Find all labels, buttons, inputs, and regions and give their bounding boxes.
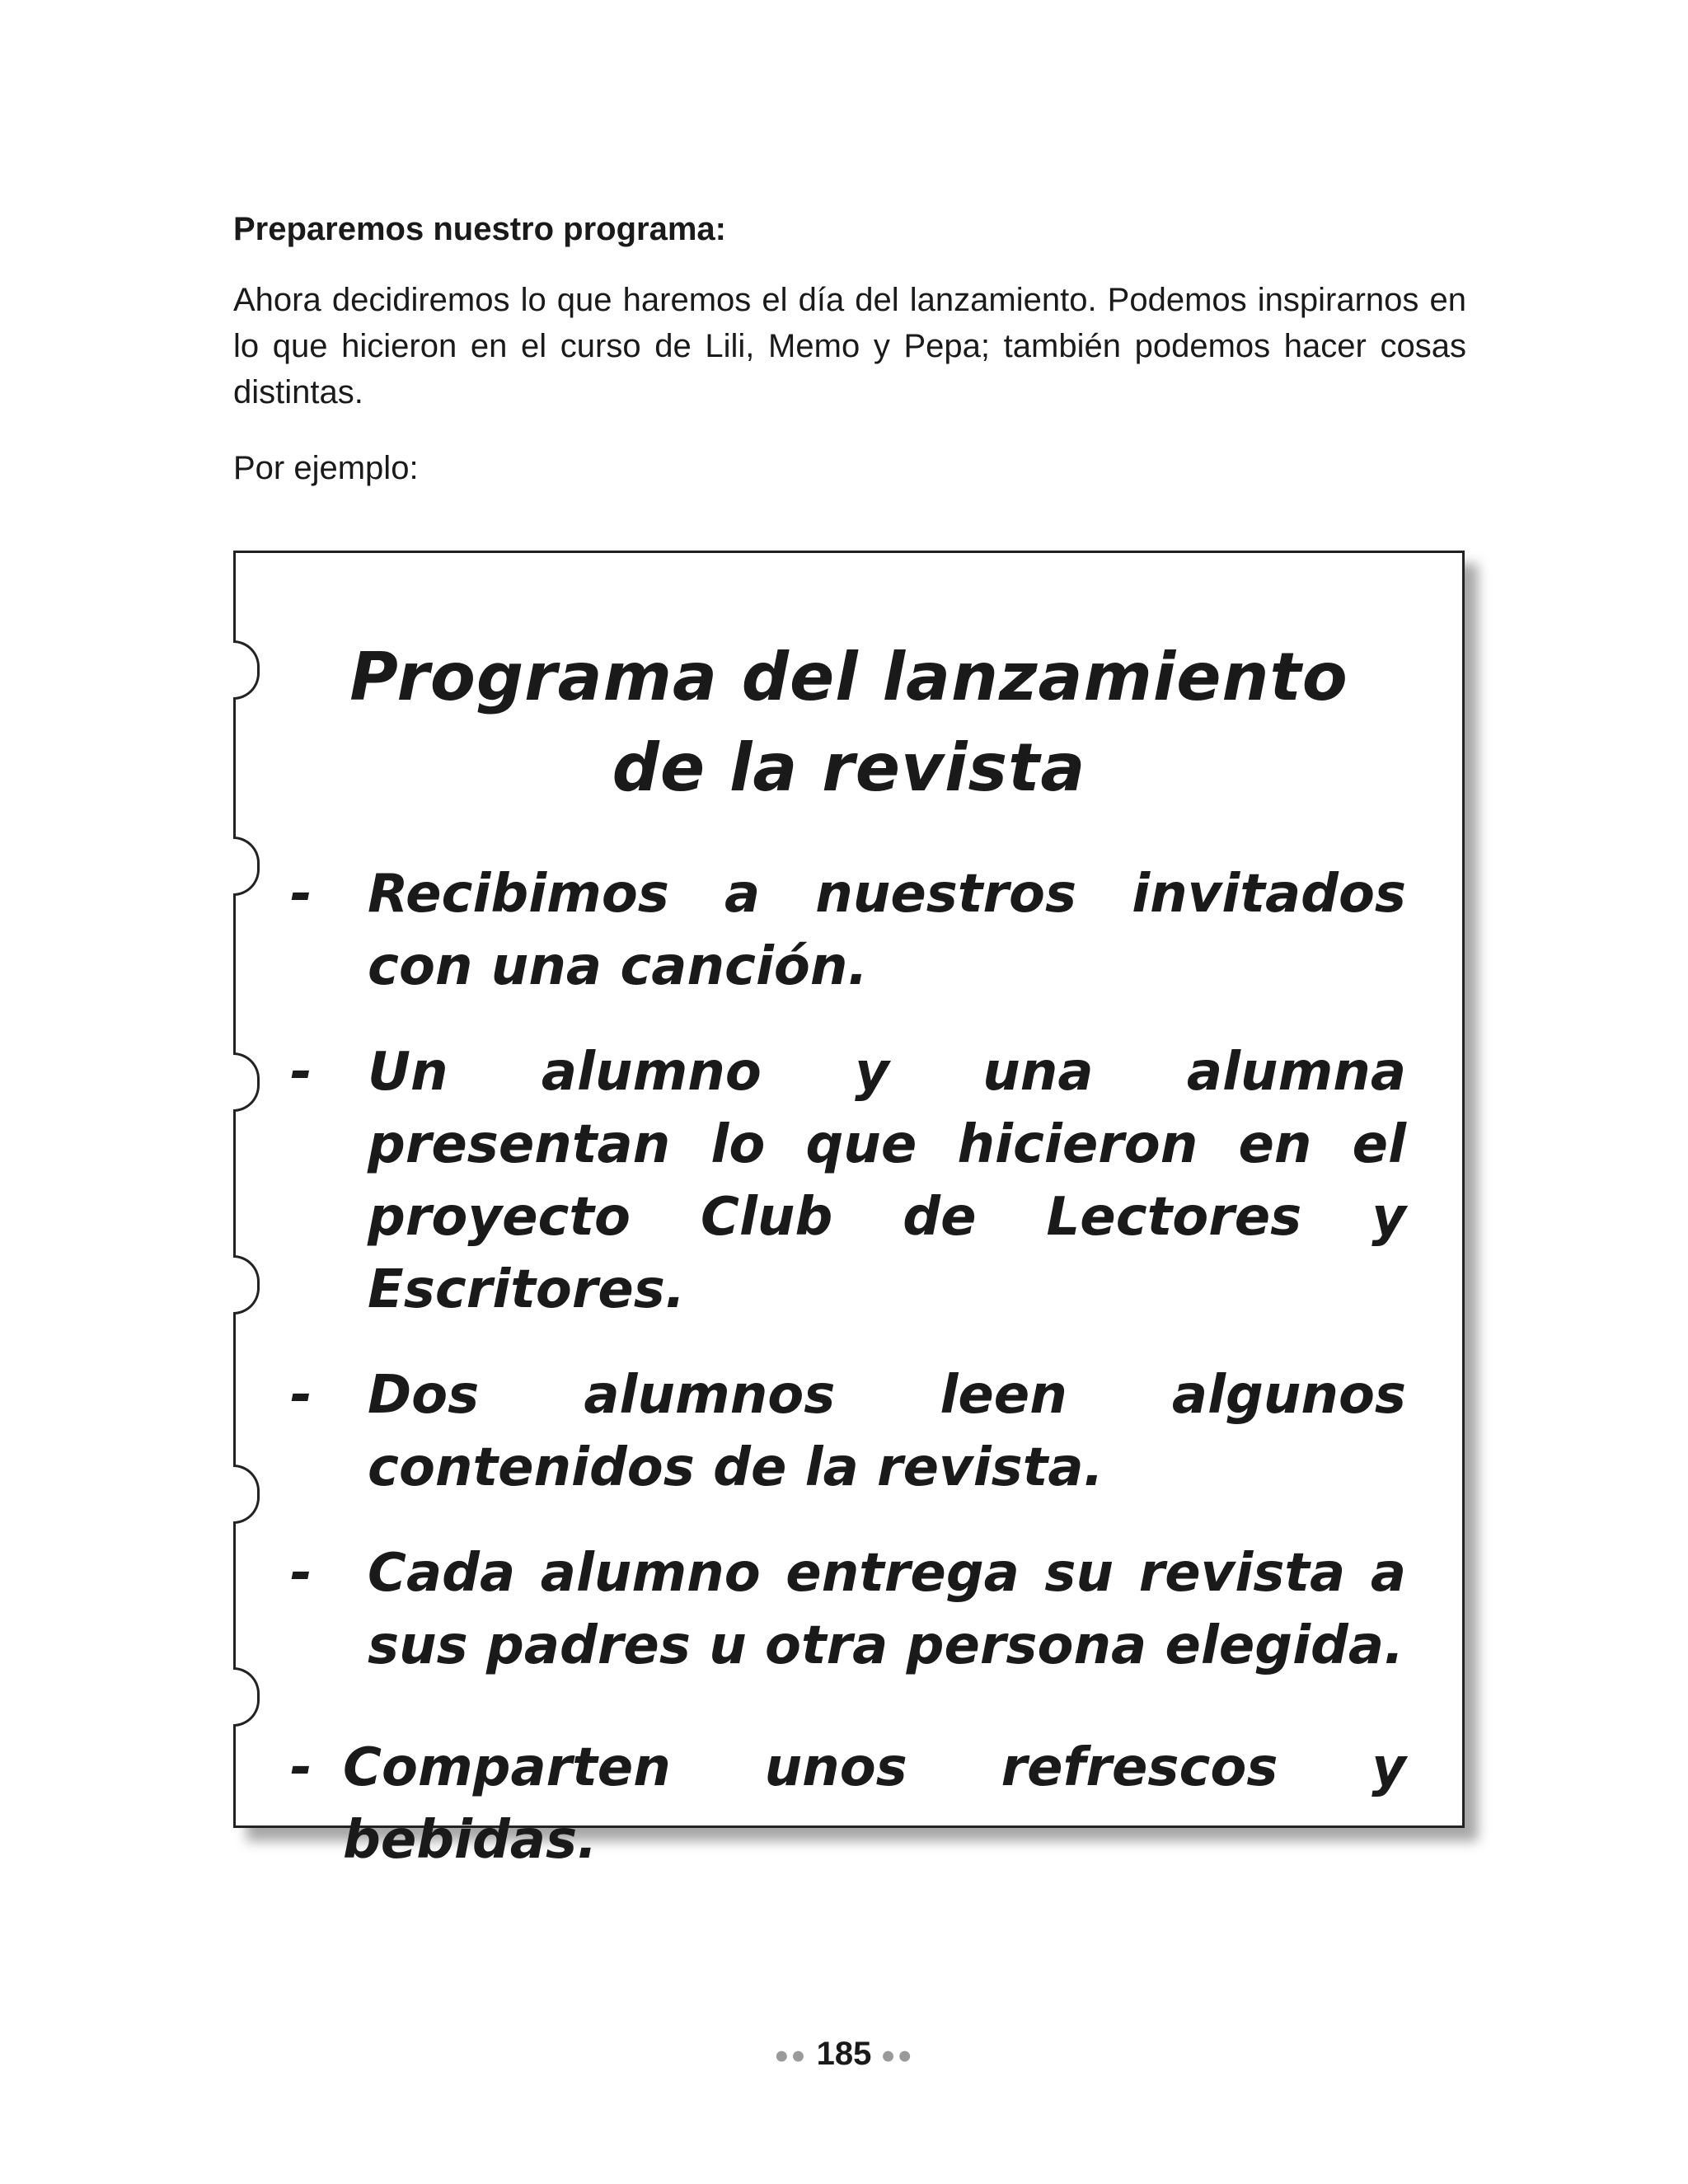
page-dots-right: ●● [880, 2041, 914, 2069]
program-item-text: Cada alumno entrega su revista a sus padres u otra persona elegida. [368, 1543, 1406, 1676]
card-title-line-2: de la revista [612, 729, 1086, 806]
page-number [0, 2029, 1688, 2080]
binder-notch [233, 837, 260, 896]
program-item [285, 1036, 1406, 1326]
binder-notch [233, 1052, 260, 1112]
binder-notch [233, 1465, 260, 1524]
binder-notch [233, 1255, 260, 1315]
example-label: Por ejemplo: [233, 450, 419, 486]
program-item [285, 1359, 1406, 1504]
card-title-line-1: Programa del lanzamiento [349, 639, 1348, 715]
program-item-text: Un alumno y una alumna presentan lo que hicieron en el proyecto Club de Lectores y Escritores. [368, 1042, 1406, 1320]
item-dash: - [290, 1365, 312, 1426]
intro-paragraph: Ahora decidiremos lo que haremos el día del lanzamiento. Podemos inspirarnos en lo que hicieron en el curso de Lili, Memo y Pepa; también podemos hacer cosas distintas. [233, 282, 1466, 410]
item-dash: - [290, 1042, 312, 1103]
program-item [285, 1537, 1406, 1682]
item-dash: - [290, 864, 312, 925]
page-number-value: 185 [816, 2036, 872, 2072]
program-item-text: Dos alumnos leen algunos contenidos de la revista. [368, 1365, 1406, 1498]
page-dots-left: ●● [774, 2041, 808, 2069]
program-item-text: Recibimos a nuestros invitados con una canción. [368, 864, 1406, 997]
program-item-text: Comparten unos refrescos y bebidas. [343, 1737, 1406, 1871]
item-dash: - [290, 1543, 312, 1604]
section-heading: Preparemos nuestro programa: [233, 211, 726, 247]
program-card [233, 551, 1465, 1871]
card-title [236, 632, 1462, 813]
item-dash: - [290, 1737, 312, 1798]
binder-notch [233, 1667, 260, 1727]
program-item [285, 858, 1406, 1003]
program-item [285, 1732, 1406, 1877]
program-list [285, 858, 1406, 1910]
